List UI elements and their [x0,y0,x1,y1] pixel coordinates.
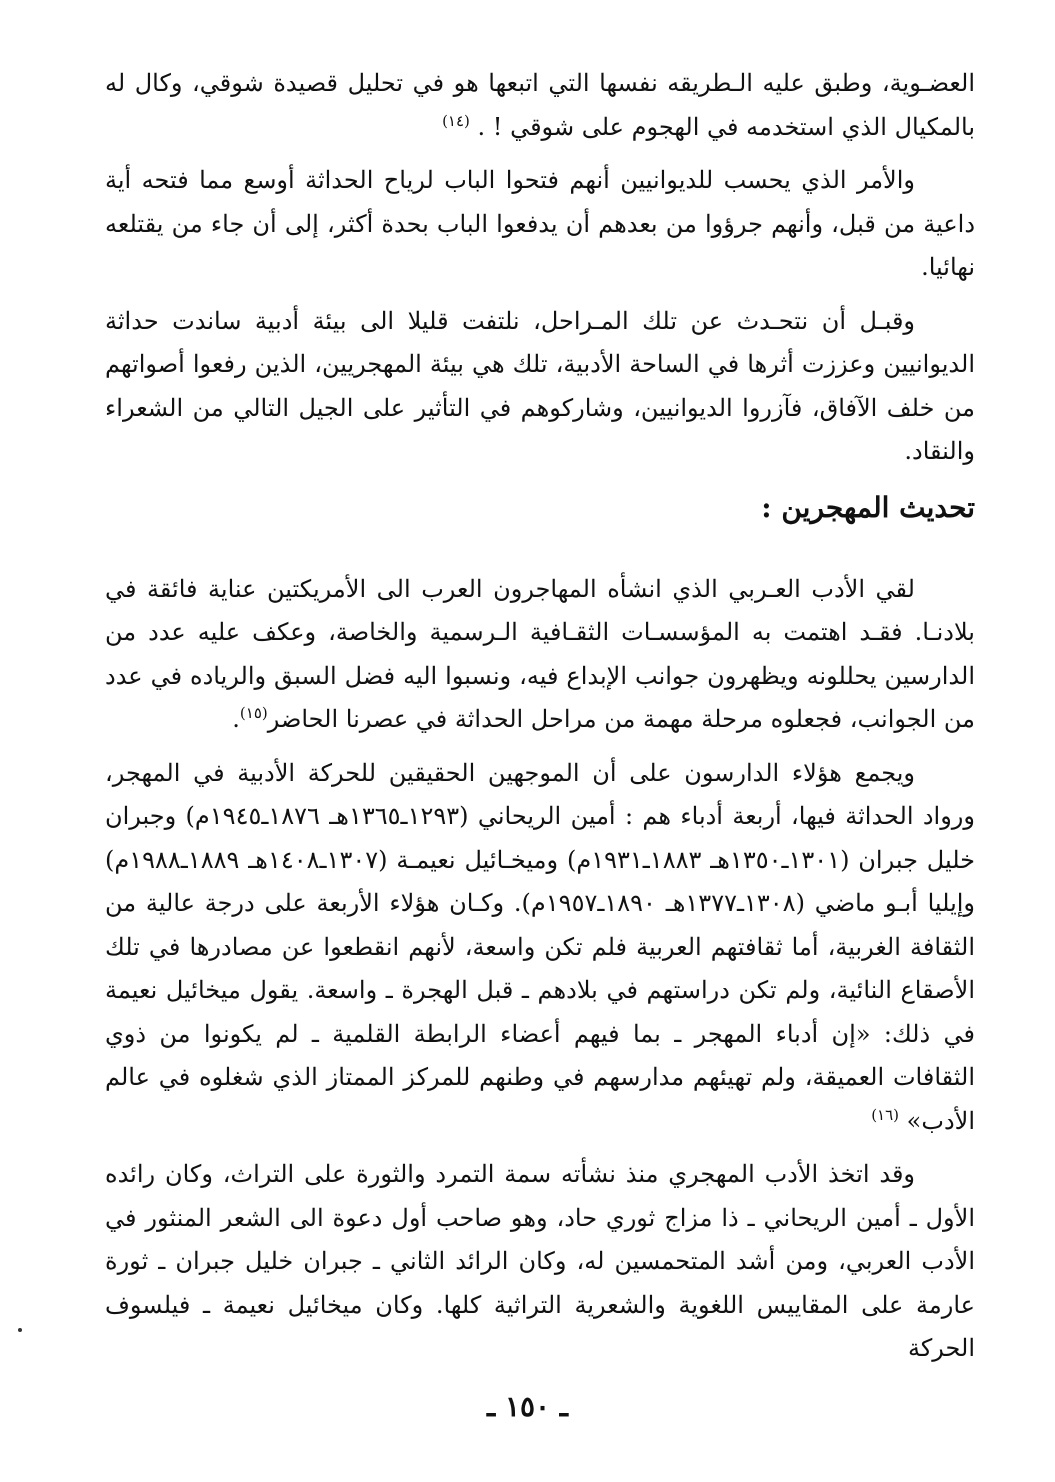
paragraph-2-text: والأمر الذي يحسب للديوانيين أنهم فتحوا الباب لرياح الحداثة أوسع مما فتحه أية داعية من قبل، وأنهم جرؤوا من بعدهم أن يدفعوا الباب بحدة أكثر، إلى أن جاء من يقتلعه نهائيا. [105,166,975,281]
paragraph-6 [105,1153,975,1371]
page-number: ـ ١٥٠ ـ [486,1390,569,1423]
paragraph-5-text: ويجمع هؤلاء الدارسون على أن الموجهين الحقيقين للحركة الأدبية في المهجر، ورواد الحداثة فيها، أربعة أدباء هم : أمين الريحاني (١٢٩٣ـ١٣٦٥هـ ١٨٧٦ـ١٩٤٥م) وجبران خليل جبران (١٣٠١ـ١٣٥٠هـ ١٨٨٣ـ١٩٣١م) وميخـائيل نعيمـة (١٣٠٧ـ١٤٠٨هـ ١٨٨٩ـ١٩٨٨م) وإيليا أبـو ماضي (١٣٠٨ـ١٣٧٧هـ ١٨٩٠ـ١٩٥٧م). وكـان هؤلاء الأربعة على درجة عالية من الثقافة الغربية، أما ثقافتهم العربية فلم تكن واسعة، لأنهم انقطعوا عن مصادرها في تلك الأصقاع النائية، ولم تكن دراستهم في بلادهم ـ قبل الهجرة ـ واسعة. يقول ميخائيل نعيمة في ذلك: «إن أدباء المهجر ـ بما فيهم أعضاء الرابطة القلمية ـ لم يكونوا من ذوي الثقافات العميقة، ولم تهيئهم مدارسهم في وطنهم للمركز الممتاز الذي شغلوه في عالم الأدب» [105,758,976,1135]
paragraph-4: لقي الأدب العـربي الذي انشأه المهاجرون العرب الى الأمريكتين عناية فائقة في بلادنـا. فقـد اهتمت به المؤسسـات الثقـافية الـرسمية والخاصة، وعكف عليه عدد من الدارسين يحللونه ويظهرون جوانب الإبداع فيه، ونسبوا اليه فضل السبق والرياده في عدد من الجوانب، فجعلوه مرحلة مهمة من مراحل الحداثة في عصرنا الحاضر$^{(١٥)}$. [105,574,975,733]
paragraph-1-text: العضـوية، وطبق عليه الـطريقه نفسها التي اتبعها هو في تحليل قصيدة شوقي، وكال له بالمكيال الذي استخدمه في الهجوم على شوقي ! . [105,69,975,141]
paragraph-3-text: وقبـل أن نتحـدث عن تلك المـراحل، نلتفت قليلا الى بيئة أدبية ساندت حداثة الديوانيين وعززت أثرها في الساحة الأدبية، تلك هي بيئة المهجريين، الذين رفعوا أصواتهم من خلف الآفاق، فآزروا الديوانيين، وشاركوهم في التأثير على الجيل التالي من الشعراء والنقاد. [105,306,975,465]
scan-speck [18,1328,22,1332]
footnote-ref-16: (١٦) [871,1105,900,1124]
paragraph-6-text: وقد اتخذ الأدب المهجري منذ نشأته سمة التمرد والثورة على التراث، وكان رائده الأول ـ أمين الريحاني ـ ذا مزاج ثوري حاد، وهو صاحب أول دعوة الى الشعر المنثور في الأدب العربي، ومن أشد المتحمسين له، وكان الرائد الثاني ـ جبران خليل جبران ـ ثورة عارمة على المقاييس اللغوية والشعرية التراثية كلها. وكان ميخائيل نعيمة ـ فيلسوف الحركة [105,1160,975,1362]
paragraph-4-text: لقي الأدب العـربي الذي انشأه المهاجرون العرب الى الأمريكتين عناية فائقة في بلادنـا. فقـد اهتمت به المؤسسـات الثقـافية الـرسمية والخاصة، وعكف عليه عدد من الدارسين يحللونه ويظهرون جوانب الإبداع فيه، ونسبوا اليه فضل السبق والرياده في عدد من الجوانب، فجعلوه مرحلة مهمة من مراحل الحداثة في عصرنا الحاضر [105,574,975,733]
footnote-ref-15: (١٥) [239,704,268,722]
paragraph-2 [105,159,975,290]
paragraph-1 [105,62,975,149]
section-heading: تحديث المهجرين : [761,490,975,524]
paragraph-3 [105,300,975,474]
footnote-ref-14: (١٤) [442,111,470,130]
paragraph-5 [105,752,975,1144]
